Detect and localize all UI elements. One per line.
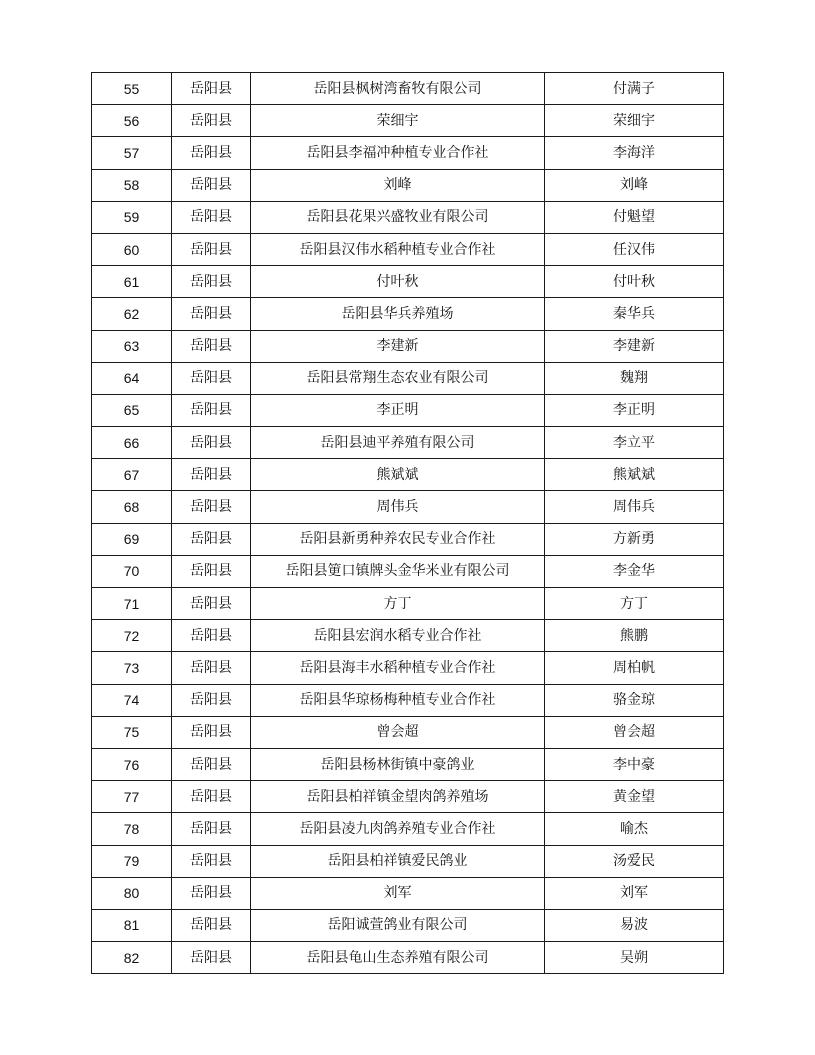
county-cell: 岳阳县: [172, 877, 251, 909]
entity-name-cell: 岳阳县杨林街镇中豪鸽业: [251, 748, 545, 780]
table-row: [92, 201, 724, 233]
row-number: 59: [92, 201, 172, 233]
row-number: 77: [92, 781, 172, 813]
table-row: [92, 942, 724, 974]
county-cell: 岳阳县: [172, 942, 251, 974]
row-number: 76: [92, 748, 172, 780]
table-row: [92, 620, 724, 652]
contact-person-cell: 方丁: [545, 588, 724, 620]
county-cell: 岳阳县: [172, 298, 251, 330]
row-number: 75: [92, 716, 172, 748]
entity-name-cell: 刘军: [251, 877, 545, 909]
contact-person-cell: 付叶秋: [545, 266, 724, 298]
table-row: [92, 652, 724, 684]
records-table-body: [92, 73, 724, 974]
county-cell: 岳阳县: [172, 105, 251, 137]
table-row: [92, 233, 724, 265]
row-number: 63: [92, 330, 172, 362]
table-row: [92, 427, 724, 459]
contact-person-cell: 熊鹏: [545, 620, 724, 652]
contact-person-cell: 喻杰: [545, 813, 724, 845]
contact-person-cell: 方新勇: [545, 523, 724, 555]
contact-person-cell: 熊斌斌: [545, 459, 724, 491]
entity-name-cell: 方丁: [251, 588, 545, 620]
contact-person-cell: 汤爱民: [545, 845, 724, 877]
table-row: [92, 105, 724, 137]
contact-person-cell: 周柏帆: [545, 652, 724, 684]
contact-person-cell: 任汉伟: [545, 233, 724, 265]
county-cell: 岳阳县: [172, 233, 251, 265]
row-number: 58: [92, 169, 172, 201]
contact-person-cell: 付满子: [545, 73, 724, 105]
table-row: [92, 813, 724, 845]
county-cell: 岳阳县: [172, 459, 251, 491]
table-row: [92, 169, 724, 201]
table-row: [92, 266, 724, 298]
county-cell: 岳阳县: [172, 427, 251, 459]
contact-person-cell: 刘军: [545, 877, 724, 909]
entity-name-cell: 岳阳县华兵养殖场: [251, 298, 545, 330]
county-cell: 岳阳县: [172, 684, 251, 716]
row-number: 65: [92, 394, 172, 426]
contact-person-cell: 李海洋: [545, 137, 724, 169]
row-number: 60: [92, 233, 172, 265]
entity-name-cell: 岳阳县花果兴盛牧业有限公司: [251, 201, 545, 233]
entity-name-cell: 岳阳县宏润水稻专业合作社: [251, 620, 545, 652]
entity-name-cell: 岳阳县柏祥镇金望肉鸽养殖场: [251, 781, 545, 813]
entity-name-cell: 李正明: [251, 394, 545, 426]
county-cell: 岳阳县: [172, 73, 251, 105]
row-number: 82: [92, 942, 172, 974]
county-cell: 岳阳县: [172, 748, 251, 780]
contact-person-cell: 李正明: [545, 394, 724, 426]
entity-name-cell: 曾会超: [251, 716, 545, 748]
row-number: 66: [92, 427, 172, 459]
entity-name-cell: 刘峰: [251, 169, 545, 201]
contact-person-cell: 付魁望: [545, 201, 724, 233]
contact-person-cell: 曾会超: [545, 716, 724, 748]
table-row: [92, 137, 724, 169]
county-cell: 岳阳县: [172, 909, 251, 941]
table-row: [92, 588, 724, 620]
contact-person-cell: 李中豪: [545, 748, 724, 780]
county-cell: 岳阳县: [172, 362, 251, 394]
row-number: 61: [92, 266, 172, 298]
county-cell: 岳阳县: [172, 266, 251, 298]
table-row: [92, 845, 724, 877]
row-number: 79: [92, 845, 172, 877]
table-row: [92, 781, 724, 813]
county-cell: 岳阳县: [172, 845, 251, 877]
county-cell: 岳阳县: [172, 169, 251, 201]
row-number: 80: [92, 877, 172, 909]
entity-name-cell: 岳阳县新勇种养农民专业合作社: [251, 523, 545, 555]
row-number: 70: [92, 555, 172, 587]
entity-name-cell: 李建新: [251, 330, 545, 362]
county-cell: 岳阳县: [172, 588, 251, 620]
table-row: [92, 330, 724, 362]
table-row: [92, 555, 724, 587]
county-cell: 岳阳县: [172, 523, 251, 555]
table-row: [92, 716, 724, 748]
contact-person-cell: 骆金琼: [545, 684, 724, 716]
row-number: 71: [92, 588, 172, 620]
entity-name-cell: 岳阳县海丰水稻种植专业合作社: [251, 652, 545, 684]
contact-person-cell: 黄金望: [545, 781, 724, 813]
entity-name-cell: 周伟兵: [251, 491, 545, 523]
entity-name-cell: 岳阳县华琼杨梅种植专业合作社: [251, 684, 545, 716]
table-row: [92, 909, 724, 941]
contact-person-cell: 刘峰: [545, 169, 724, 201]
county-cell: 岳阳县: [172, 813, 251, 845]
county-cell: 岳阳县: [172, 330, 251, 362]
county-cell: 岳阳县: [172, 201, 251, 233]
table-row: [92, 298, 724, 330]
row-number: 62: [92, 298, 172, 330]
row-number: 73: [92, 652, 172, 684]
entity-name-cell: 熊斌斌: [251, 459, 545, 491]
county-cell: 岳阳县: [172, 555, 251, 587]
table-row: [92, 491, 724, 523]
contact-person-cell: 易波: [545, 909, 724, 941]
entity-name-cell: 岳阳县迪平养殖有限公司: [251, 427, 545, 459]
entity-name-cell: 付叶秋: [251, 266, 545, 298]
row-number: 74: [92, 684, 172, 716]
records-table: [91, 72, 724, 974]
row-number: 57: [92, 137, 172, 169]
county-cell: 岳阳县: [172, 620, 251, 652]
contact-person-cell: 周伟兵: [545, 491, 724, 523]
contact-person-cell: 李金华: [545, 555, 724, 587]
row-number: 69: [92, 523, 172, 555]
entity-name-cell: 岳阳县常翔生态农业有限公司: [251, 362, 545, 394]
county-cell: 岳阳县: [172, 652, 251, 684]
table-row: [92, 394, 724, 426]
entity-name-cell: 岳阳县筻口镇牌头金华米业有限公司: [251, 555, 545, 587]
entity-name-cell: 岳阳县枫树湾畜牧有限公司: [251, 73, 545, 105]
row-number: 64: [92, 362, 172, 394]
contact-person-cell: 吴朔: [545, 942, 724, 974]
entity-name-cell: 岳阳县柏祥镇爱民鸽业: [251, 845, 545, 877]
table-row: [92, 523, 724, 555]
entity-name-cell: 岳阳县汉伟水稻种植专业合作社: [251, 233, 545, 265]
row-number: 67: [92, 459, 172, 491]
county-cell: 岳阳县: [172, 716, 251, 748]
contact-person-cell: 李建新: [545, 330, 724, 362]
row-number: 56: [92, 105, 172, 137]
row-number: 81: [92, 909, 172, 941]
entity-name-cell: 岳阳县李福冲种植专业合作社: [251, 137, 545, 169]
county-cell: 岳阳县: [172, 491, 251, 523]
entity-name-cell: 荣细宇: [251, 105, 545, 137]
contact-person-cell: 荣细宇: [545, 105, 724, 137]
contact-person-cell: 秦华兵: [545, 298, 724, 330]
row-number: 78: [92, 813, 172, 845]
table-row: [92, 877, 724, 909]
contact-person-cell: 李立平: [545, 427, 724, 459]
county-cell: 岳阳县: [172, 394, 251, 426]
table-row: [92, 362, 724, 394]
entity-name-cell: 岳阳诚萱鸽业有限公司: [251, 909, 545, 941]
county-cell: 岳阳县: [172, 137, 251, 169]
table-row: [92, 459, 724, 491]
table-row: [92, 73, 724, 105]
row-number: 68: [92, 491, 172, 523]
contact-person-cell: 魏翔: [545, 362, 724, 394]
row-number: 55: [92, 73, 172, 105]
row-number: 72: [92, 620, 172, 652]
table-row: [92, 684, 724, 716]
entity-name-cell: 岳阳县凌九肉鸽养殖专业合作社: [251, 813, 545, 845]
table-row: [92, 748, 724, 780]
county-cell: 岳阳县: [172, 781, 251, 813]
entity-name-cell: 岳阳县龟山生态养殖有限公司: [251, 942, 545, 974]
